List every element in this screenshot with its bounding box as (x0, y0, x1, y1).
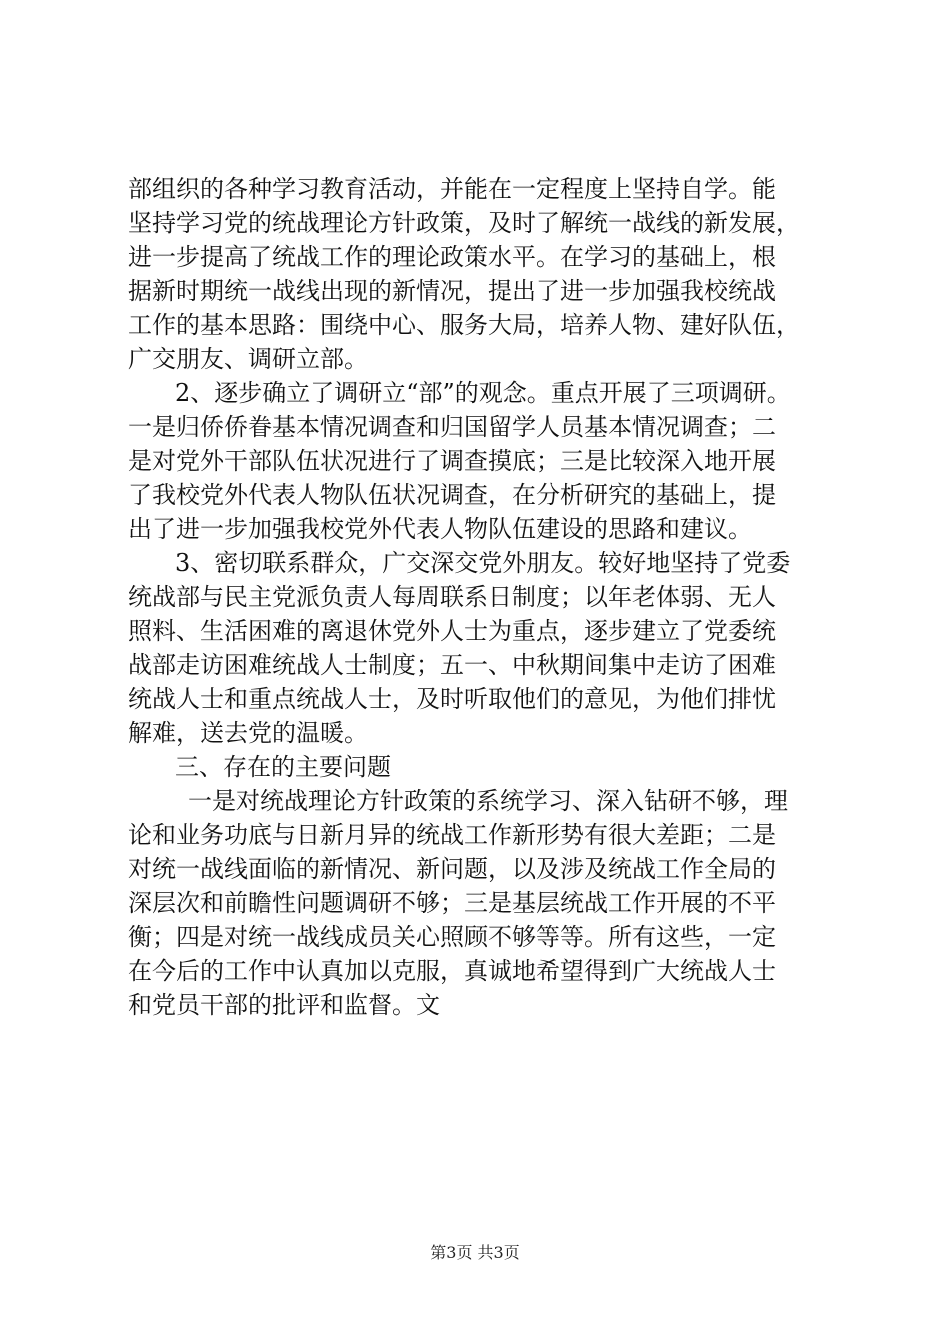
text-line: 对统一战线面临的新情况、新问题，以及涉及统战工作全局的 (128, 855, 776, 883)
text-line: 据新时期统一战线出现的新情况，提出了进一步加强我校统战 (128, 277, 776, 305)
text-line: 统战部与民主党派负责人每周联系日制度；以年老体弱、无人 (128, 583, 776, 611)
page-number-footer: 第3页 共3页 (430, 1243, 520, 1262)
text-line: 衡；四是对统一战线成员关心照顾不够等等。所有这些，一定 (128, 923, 776, 951)
text-line: 论和业务功底与日新月异的统战工作新形势有很大差距；二是 (128, 821, 776, 849)
text-line: 广交朋友、调研立部。 (128, 345, 368, 373)
text-line: 工作的基本思路：围绕中心、服务大局，培养人物、建好队伍， (128, 311, 800, 339)
text-line: 照料、生活困难的离退休党外人士为重点，逐步建立了党委统 (128, 617, 776, 645)
text-line: 一是归侨侨眷基本情况调查和归国留学人员基本情况调查；二 (128, 413, 776, 441)
text-line: 坚持学习党的统战理论方针政策，及时了解统一战线的新发展， (128, 209, 800, 237)
text-line: 进一步提高了统战工作的理论政策水平。在学习的基础上，根 (128, 243, 776, 271)
text-line: 出了进一步加强我校党外代表人物队伍建设的思路和建议。 (128, 515, 752, 543)
text-line: 了我校党外代表人物队伍状况调查，在分析研究的基础上，提 (128, 481, 776, 509)
text-line: 和党员干部的批评和监督。文 (128, 991, 440, 1019)
document-body (128, 172, 828, 1022)
paragraph-start-line: 2、逐步确立了调研立“部”的观念。重点开展了三项调研。 (175, 379, 791, 407)
section-heading: 三、存在的主要问题 (175, 753, 391, 781)
text-line: 是对党外干部队伍状况进行了调查摸底；三是比较深入地开展 (128, 447, 776, 475)
text-line: 解难，送去党的温暖。 (128, 719, 368, 747)
text-line: 在今后的工作中认真加以克服，真诚地希望得到广大统战人士 (128, 957, 776, 985)
text-line: 战部走访困难统战人士制度；五一、中秋期间集中走访了困难 (128, 651, 776, 679)
text-line: 部组织的各种学习教育活动，并能在一定程度上坚持自学。能 (128, 175, 776, 203)
paragraph-start-line: 一是对统战理论方针政策的系统学习、深入钻研不够，理 (188, 787, 788, 815)
text-line: 统战人士和重点统战人士，及时听取他们的意见，为他们排忧 (128, 685, 776, 713)
text-line: 深层次和前瞻性问题调研不够；三是基层统战工作开展的不平 (128, 889, 776, 917)
paragraph-start-line: 3、密切联系群众，广交深交党外朋友。较好地坚持了党委 (175, 549, 791, 577)
